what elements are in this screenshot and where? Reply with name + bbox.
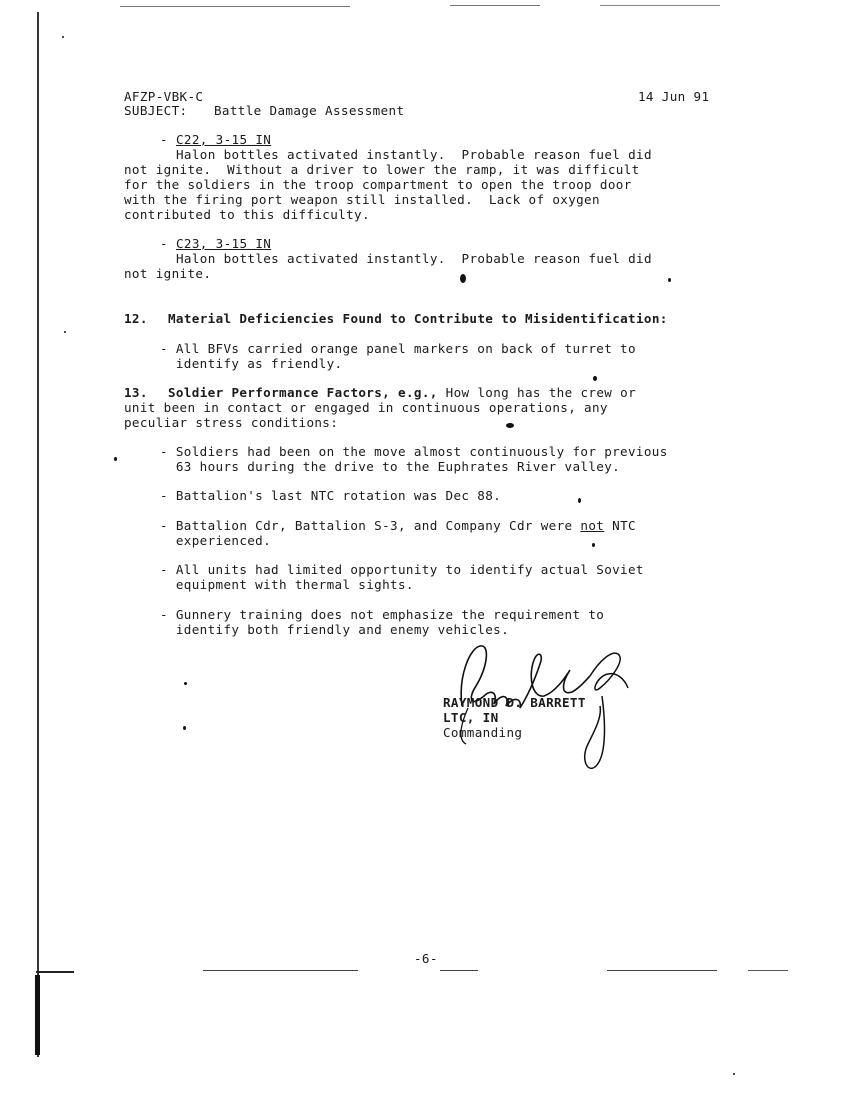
scan-speck — [460, 274, 466, 283]
subject-label: SUBJECT: — [124, 103, 188, 118]
section-13-heading-row — [168, 385, 636, 400]
memo-date: 14 Jun 91 — [638, 89, 710, 104]
vehicle-c22-line: with the firing port weapon still installed. Lack of oxygen — [124, 192, 600, 207]
section-13-bullet-row — [160, 518, 636, 533]
section-12-heading: Material Deficiencies Found to Contribute to Misidentification: — [168, 311, 668, 326]
vehicle-c22-line: for the soldiers in the troop compartment to open the troop door — [124, 177, 632, 192]
scan-speck — [64, 331, 66, 333]
signer-name: RAYMOND D. BARRETT — [443, 695, 586, 710]
vehicle-c23-id: C23, 3-15 IN — [176, 236, 272, 251]
subject-text: Battle Damage Assessment — [214, 103, 405, 118]
scan-speck — [593, 376, 597, 381]
section-12-bullet-line: identify as friendly. — [160, 356, 343, 371]
scan-speck — [184, 682, 187, 685]
vehicle-c22-line: contributed to this difficulty. — [124, 207, 370, 222]
section-13-bullet-line: - All units had limited opportunity to identify actual Soviet — [160, 562, 644, 577]
scan-speck — [506, 423, 514, 428]
footer-rule — [748, 970, 788, 971]
section-13-bullet-line: - Gunnery training does not emphasize the requirement to — [160, 607, 605, 622]
vehicle-c22-line: Halon bottles activated instantly. Probable reason fuel did — [176, 147, 652, 162]
section-13-line: peculiar stress conditions: — [124, 415, 339, 430]
scan-top-line — [600, 5, 720, 6]
scan-speck — [114, 457, 117, 461]
footer-rule — [203, 970, 358, 971]
footer-rule — [607, 970, 717, 971]
vehicle-c22-line: not ignite. Without a driver to lower the ramp, it was difficult — [124, 162, 640, 177]
section-13-bullet-line: experienced. — [160, 533, 272, 548]
section-13-number: 13. — [124, 385, 148, 400]
scan-speck — [578, 498, 581, 503]
scan-left-edge-bar — [35, 975, 40, 1055]
footer-rule — [440, 970, 478, 971]
section-13-bullet-emphasis: not — [580, 518, 605, 533]
scan-speck — [668, 278, 671, 282]
scan-top-line — [450, 5, 540, 6]
section-13-bullet-line: - Battalion's last NTC rotation was Dec 88. — [160, 488, 502, 503]
section-13-bullet-line: 63 hours during the drive to the Euphrates River valley. — [160, 459, 621, 474]
scan-speck — [183, 726, 186, 730]
page-number: -6- — [414, 951, 438, 966]
scan-speck — [62, 36, 64, 38]
section-13-bullet-line: - Soldiers had been on the move almost continuously for previous — [160, 444, 668, 459]
section-13-line: unit been in contact or engaged in continuous operations, any — [124, 400, 608, 415]
section-12-bullet-line: - All BFVs carried orange panel markers on back of turret to — [160, 341, 636, 356]
scan-speck — [592, 543, 595, 547]
section-13-bullet-line: equipment with thermal sights. — [160, 577, 414, 592]
office-symbol: AFZP-VBK-C — [124, 89, 204, 104]
scan-top-line — [120, 6, 350, 7]
vehicle-c23-prefix: - — [160, 236, 176, 251]
section-13-heading: Soldier Performance Factors, e.g., — [168, 385, 438, 400]
vehicle-c22-id: C22, 3-15 IN — [176, 132, 272, 147]
signer-rank: LTC, IN — [443, 710, 499, 725]
vehicle-c22-prefix: - — [160, 132, 176, 147]
vehicle-c23-line: Halon bottles activated instantly. Probable reason fuel did — [176, 251, 652, 266]
section-13-bullet-pre: - Battalion Cdr, Battalion S-3, and Company Cdr were — [160, 518, 581, 533]
signer-title: Commanding — [443, 725, 523, 740]
scan-speck — [733, 1073, 735, 1075]
section-13-heading-rest: How long has the crew or — [437, 385, 637, 400]
section-12-number: 12. — [124, 311, 148, 326]
section-13-bullet-line: identify both friendly and enemy vehicles. — [160, 622, 510, 637]
scan-left-edge-line — [37, 12, 39, 1057]
section-13-bullet-post: NTC — [604, 518, 636, 533]
scan-corner-tick — [36, 971, 74, 973]
vehicle-c23-line: not ignite. — [124, 266, 212, 281]
